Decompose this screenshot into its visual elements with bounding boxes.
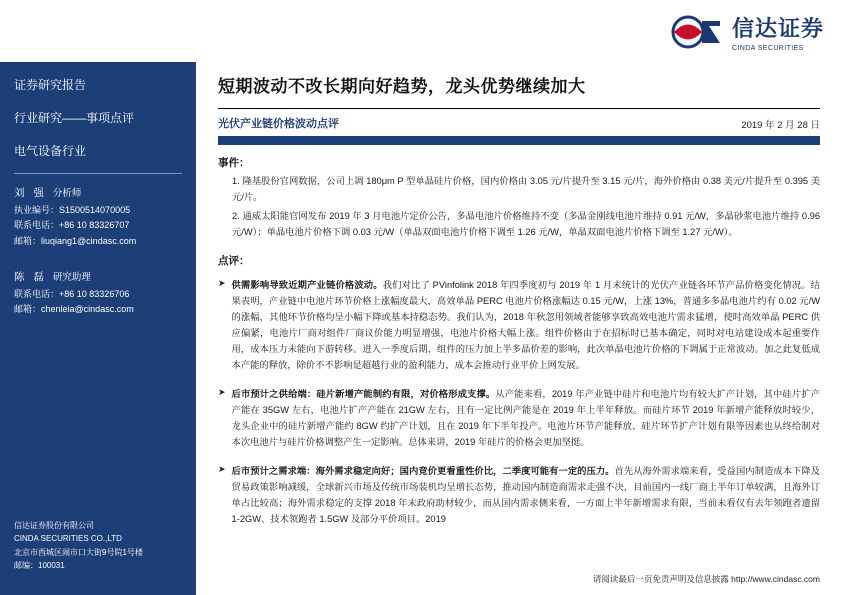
analyst-1-email-row [14, 234, 182, 250]
comment-item [218, 461, 820, 531]
analyst-1-name-row [14, 184, 182, 203]
analyst-1-email-label: 邮箱： [14, 236, 42, 247]
analyst-2-role: 研究助理 [52, 271, 91, 283]
sidebar-industry-line: 行业研究——事项点评 [14, 111, 135, 125]
page-title: 短期波动不改长期向好趋势，龙头优势继续加大 [218, 77, 586, 96]
analyst-2-email-link[interactable]: chenleia@cindasc.com [41, 304, 134, 315]
arrow-bullet-icon: ➤ [218, 386, 226, 397]
report-body [218, 155, 820, 531]
report-date: 2019 年 2 月 28 日 [741, 119, 820, 131]
comment-text-2 [232, 387, 820, 451]
disclaimer-note[interactable]: 请阅读最后一页免责声明及信息披露 http://www.cindasc.com [592, 574, 820, 584]
analyst-2-name-row [14, 268, 182, 287]
report-subtitle: 光伏产业链价格波动点评 [218, 117, 339, 130]
comment-body-2: 从产能来看，2019 年产业链中硅片和电池片均有较大扩产计划，其中硅片扩产产能在 35GW 左右，电池片扩产产能在 21GW 左右，且有一定比例产能是在 2019 年上半年释放。而硅片环节 2019 年新增产能释放时较少，龙头企业中的硅片新增产能约 8GW 约扩产计划，且在 2019 年下半年投产。电池片环节产能释放、硅片环节扩产计划有限等因素也从终给制对本次电池片与硅片价格调整产生一定影响。总体来讲，2019 年硅片的价格会更加坚挺。 [231, 388, 820, 447]
sidebar [0, 62, 196, 595]
sidebar-footer-line-2: CINDA SECURITIES CO.,LTD [14, 534, 122, 544]
analyst-1-email-link[interactable]: liuqiang1@cindasc.com [41, 236, 137, 247]
comment-item [218, 275, 820, 377]
arrow-bullet-icon: ➤ [218, 463, 226, 474]
analyst-2-phone: +86 10 83326706 [59, 288, 130, 299]
cinda-logo-icon [668, 15, 724, 49]
analyst-2-phone-label: 联系电话： [14, 288, 60, 299]
comment-lead-2: 后市预计之供给端：硅片新增产能制约有限，对价格形成支撑。 [231, 388, 496, 399]
events-heading: 事件： [218, 156, 250, 169]
analyst-1-phone: +86 10 83326707 [59, 220, 130, 231]
analyst-1-phone-label: 联系电话： [14, 220, 60, 231]
event-item: 1. 隆基股份官网数据，公司上调 180μm P 型单晶硅片价格，国内价格由 3.05 元/片提升至 3.15 元/片，海外价格由 0.38 美元/片提升至 0.395 美元/片。 [232, 175, 820, 202]
analyst-1-license: S1500514070005 [59, 204, 131, 215]
main-content [196, 62, 842, 595]
analyst-1-name: 刘 强 [14, 187, 47, 199]
brand-logo [668, 12, 824, 52]
comment-text-1 [232, 278, 820, 374]
analyst-2-name: 陈 磊 [14, 270, 47, 283]
sidebar-sector: 电气设备行业 [14, 144, 87, 158]
analyst-1-phone-row [14, 218, 182, 234]
analyst-2-phone-row [14, 287, 182, 303]
subtitle-row [218, 115, 820, 131]
sidebar-footer-line-1: 信达证券股份有限公司 [14, 520, 94, 530]
sidebar-divider [14, 173, 182, 174]
analyst-2-email-row [14, 302, 182, 318]
analyst-1-license-row [14, 203, 182, 219]
page-header [0, 0, 842, 62]
brand-name-cn: 信达证券 [731, 17, 824, 42]
analyst-2-email-label: 邮箱： [14, 304, 42, 315]
analyst-1-license-label: 执业编号： [14, 204, 60, 215]
analyst-1-role: 分析师 [52, 188, 82, 199]
sidebar-footer-line-4: 邮编：100031 [14, 561, 65, 571]
comment-lead-1: 供需影响导致近期产业链价格波动。 [231, 279, 383, 290]
events-list [218, 174, 820, 241]
sidebar-footer [14, 519, 143, 573]
event-item: 2. 通威太阳能官网发布 2019 年 3 月电池片定价公告，多晶电池片价格维持不变（多晶金刚线电池片维持 0.91 元/W，多晶砂浆电池片维持 0.96 元/W）；单晶电池片价格下调 0.03 元/W（单晶双面电池片价格下调至 1.26 元/W，单晶双面电池片价格下调至 1.27 元/W）。 [232, 210, 820, 237]
analyst-block-2 [14, 268, 182, 318]
comment-item [218, 384, 820, 454]
comments-heading: 点评： [218, 254, 250, 267]
brand-name-en: CINDA SECURITIES [731, 45, 804, 52]
comment-text-3 [232, 464, 820, 528]
title-divider [218, 108, 820, 109]
accent-bar [218, 136, 820, 145]
comment-body-3: 首先从海外需求端来看，受益国内制造成本下降及贸易政策影响减缓，全球新兴市场及传统市场装机均呈增长态势，推动国内制造商需求走强不决，目前国内一线厂商上半年订单较满，且海外订单占比较高；海外需求稳定的支撑 2018 年末政府助材较少，而从国内需求侧来看，一方面上半年新增需求有限，当前未看仅有去年领跑者遗留 1-2GW、技术领跑者 1.5GW 及部分平价项目。2019 [231, 465, 820, 524]
sidebar-report-type: 证券研究报告 [14, 78, 87, 92]
sidebar-footer-line-3: 北京市西城区闹市口大街9号院1号楼 [14, 547, 143, 557]
comment-lead-3: 后市预计之需求端：海外需求稳定向好；国内竞价更看重性价比，二季度可能有一定的压力。 [231, 465, 615, 476]
arrow-bullet-icon: ➤ [218, 277, 226, 288]
comment-body-1: 我们对比了 PVinfolink 2018 年四季度初与 2019 年 1 月末统计的光伏产业链各环节产品价格变化情况。结果表明，产业链中电池片环节价格上涨幅度最大，高效单晶 PERC 电池片价格涨幅达 0.15 元/W，上涨 13%，普通多多晶电池片约有 0.02 元/W 的涨幅，其他环节价格均呈小幅下降或基本持稳态势。我们认为，2018 年秋忽用领域者能够享致高效电池片需求猛增，使时高效单晶 PERC 供应偏紧，电池片厂商对组件厂商议价能力明显增强，电池片价格大幅上涨。组件价格由于在招标时已基本确定，同时对电站建设成本起重要作用，成本压力未能向下游转移。进入一季度后期，组件的压力加上半多晶价差的影响，此次单晶电池片价格的下调属于正常波动。加之此复低成本产能的释放，除价不不影响是超越行业的盈利能力，成本会推动行业平价上网发展。 [231, 279, 820, 370]
analyst-block-1 [14, 184, 182, 250]
